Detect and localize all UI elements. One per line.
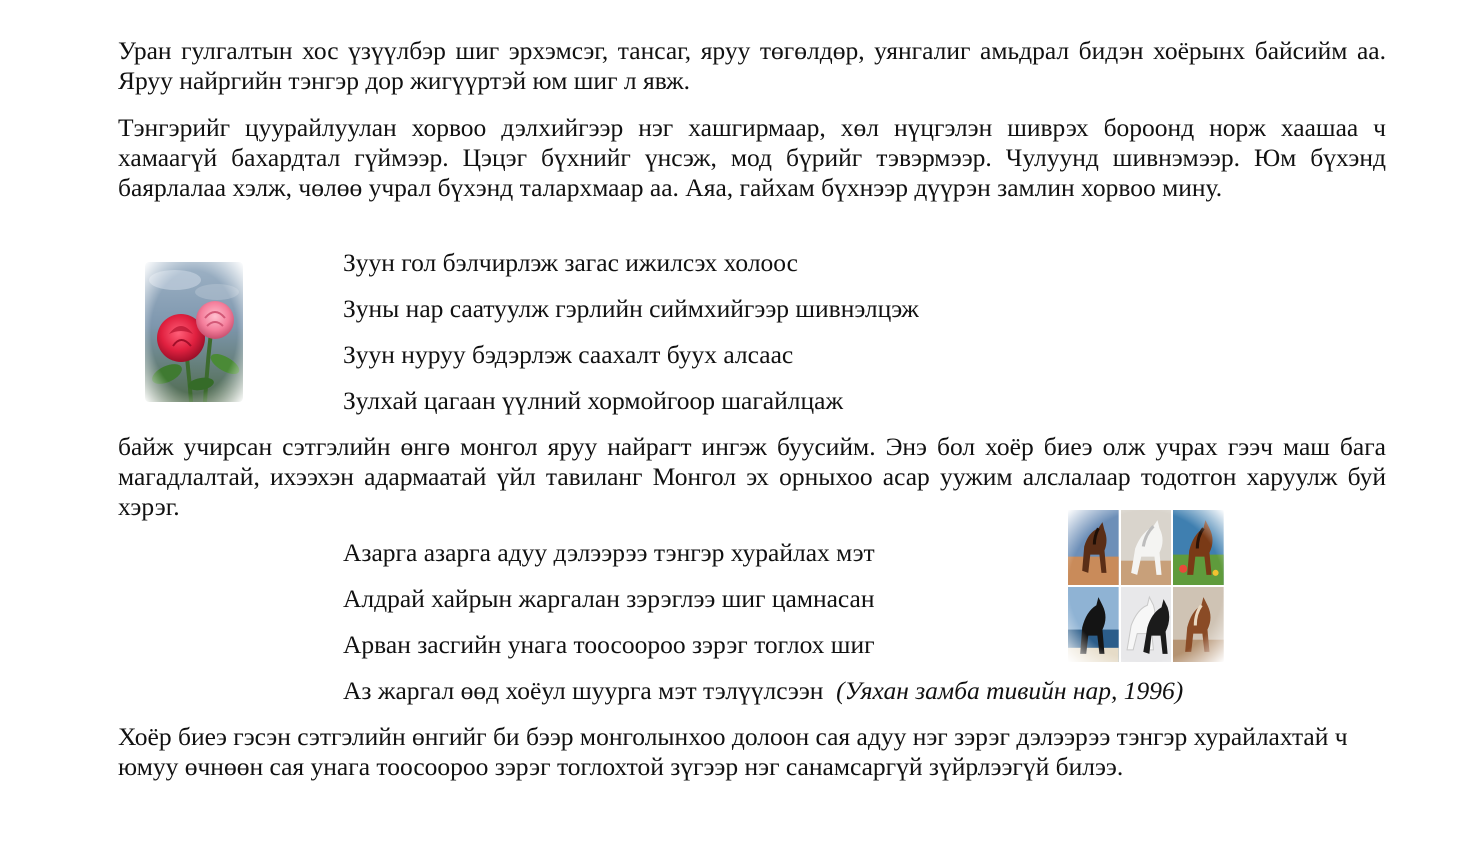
rose-image xyxy=(145,262,243,402)
paragraph-4: Хоёр биеэ гэсэн сэтгэлийн өнгийг би бээр монголынхоо долоон сая адуу нэг зэрэг дэлээрээ тэнгэр хурайлахтай ч юмуу өчнөөн сая унага тоосоороо зэрэг тоглохтой зүгээр нэг санамсаргүй зүйрлээгүй билээ. xyxy=(118,722,1348,781)
verse-2-line-1: Азарга азарга адуу дэлээрээ тэнгэр хурайлах мэт xyxy=(343,538,875,567)
verse-1-line-1: Зуун гол бэлчирлэж загас ижилсэх холоос xyxy=(343,248,798,277)
horse-tile xyxy=(1121,510,1172,585)
paragraph-3: байж учирсан сэтгэлийн өнгө монгол яруу найрагт ингэж буусийм. Энэ бол хоёр биеэ олж учрах гээч маш бага магадлалтай, ихээхэн адармаатай үйл тавиланг Монгол эх орныхоо асар уужим алслалаар тодотгон харуулж буй хэрэг. xyxy=(118,432,1386,521)
verse-2-line-3: Арван засгийн унага тоосоороо зэрэг тоглох шиг xyxy=(343,630,875,659)
verse-1-line-2: Зуны нар саатуулж гэрлийн сиймхийгээр шивнэлцэж xyxy=(343,294,919,323)
verse-2-line-4 xyxy=(343,676,1183,706)
horse-tile xyxy=(1068,510,1119,585)
horse-tile xyxy=(1068,587,1119,662)
horse-collage-image xyxy=(1068,510,1224,662)
horse-tile xyxy=(1173,510,1224,585)
paragraph-1: Уран гулгалтын хос үзүүлбэр шиг эрхэмсэг, тансаг, яруу төгөлдөр, уянгалиг амьдрал бидэн хоёрынх байсийм аа. Яруу найргийн тэнгэр дор жигүүртэй юм шиг л явж. xyxy=(118,36,1386,95)
verse-1-line-4: Зулхай цагаан үүлний хормойгоор шагайлцаж xyxy=(343,386,844,415)
paragraph-2: Тэнгэрийг цуурайлуулан хорвоо дэлхийгээр нэг хашгирмаар, хөл нүцгэлэн шиврэх бороонд норж хаашаа ч хамаагүй бахардтал гүймээр. Цэцэг бүхнийг үнсэж, мод бүрийг тэвэрмээр. Чулуунд шивнэмээр. Юм бүхэнд баярлалаа хэлж, чөлөө учрал бүхэнд талархмаар аа. Аяа, гайхам бүхнээр дүүрэн замлин хорвоо мину. xyxy=(118,113,1386,202)
verse-2-line-2: Алдрай хайрын жаргалан зэрэглээ шиг цамнасан xyxy=(343,584,875,613)
horse-tile xyxy=(1121,587,1172,662)
horse-tile xyxy=(1173,587,1224,662)
verse-2-line-4-text: Аз жаргал өөд хоёул шуурга мэт тэлүүлсээн xyxy=(343,676,824,705)
poem-citation: (Уяхан замба тивийн нар, 1996) xyxy=(836,676,1184,705)
verse-1-line-3: Зуун нуруу бэдэрлэж саахалт буух алсаас xyxy=(343,340,794,369)
